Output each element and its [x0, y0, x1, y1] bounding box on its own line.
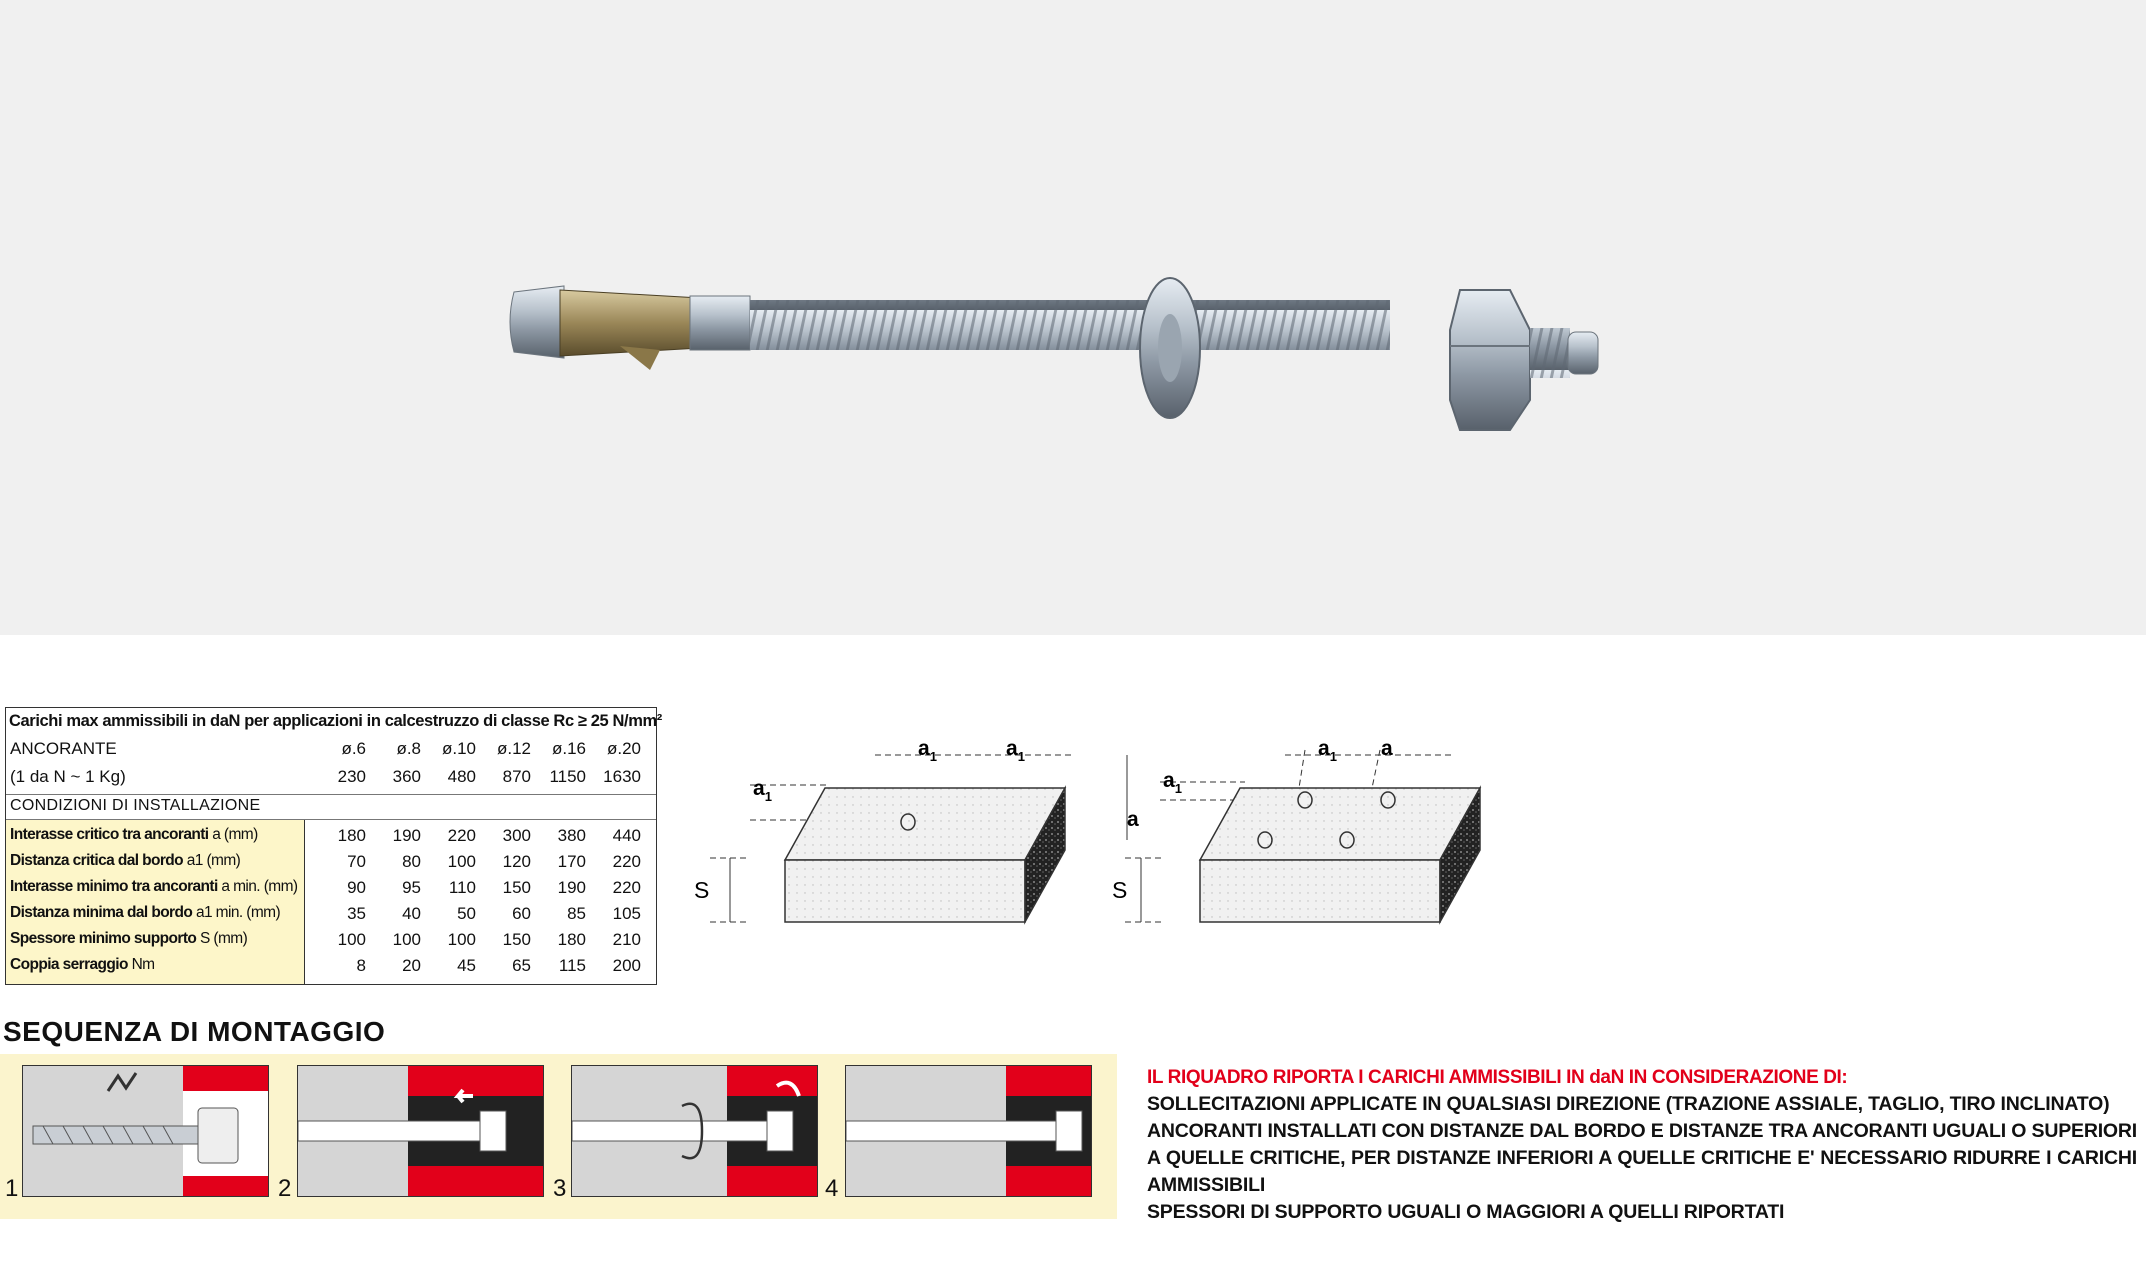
table-cell: 115 [558, 956, 586, 975]
note-line: SPESSORI DI SUPPORTO UGUALI O MAGGIORI A QUELLI RIPORTATI [1147, 1201, 1785, 1223]
step-installed-panel [845, 1065, 1092, 1197]
installation-conditions-header [6, 794, 656, 820]
row-label: Interasse minimo tra ancoranti a min. (mm) [10, 878, 298, 895]
step-insert-panel [297, 1065, 544, 1197]
load-notes [1147, 1067, 2137, 1226]
table-cell: 65 [512, 956, 531, 975]
diameter-cell: ø.8 [396, 739, 421, 758]
table-cell: 170 [557, 852, 586, 871]
load-cell: 360 [392, 767, 421, 786]
load-cell: 480 [447, 767, 476, 786]
row-label: Interasse critico tra ancoranti a (mm) [10, 826, 258, 843]
table-row [6, 875, 656, 901]
table-title: Carichi max ammissibili in daN per applicazioni in calcestruzzo di classe Rc ≥ 25 N/mm² [9, 712, 662, 730]
note-line: ANCORANTI INSTALLATI CON DISTANZE DAL BORDO E DISTANZE TRA ANCORANTI UGUALI O SUPERIORI A QUELLE CRITICHE, PER DISTANZE INFERIORI A QUELLE CRITICHE E' NECESSARIO RIDURRE I CARICHI AMMISSIBILI [1147, 1120, 2137, 1196]
label-a1: $a_1$ [1318, 737, 1337, 764]
step-tighten-panel [571, 1065, 818, 1197]
ancorante-label: ANCORANTE [10, 739, 117, 758]
table-row [6, 823, 656, 849]
table-cell: 100 [392, 930, 421, 949]
table-cell: 50 [457, 904, 476, 923]
table-cell: 80 [402, 852, 421, 871]
table-cell: 35 [347, 904, 366, 923]
table-cell: 200 [612, 956, 641, 975]
table-cell: 150 [502, 878, 531, 897]
row-label: Distanza critica dal bordo a1 (mm) [10, 852, 241, 869]
table-cell: 220 [447, 826, 476, 845]
table-row [6, 953, 656, 979]
row-label: Spessore minimo supporto S (mm) [10, 930, 248, 947]
table-cell: 20 [402, 956, 421, 975]
tighten-step-illustration [572, 1066, 817, 1196]
table-cell: 120 [502, 852, 531, 871]
diameter-cell: ø.10 [441, 739, 476, 758]
step-number: 3 [553, 1175, 567, 1202]
table-cell: 70 [347, 852, 366, 871]
table-cell: 85 [567, 904, 586, 923]
installed-step-illustration [846, 1066, 1091, 1196]
table-cell: 105 [612, 904, 641, 923]
table-cell: 190 [557, 878, 586, 897]
wedge-anchor-bolt-image [500, 250, 1620, 440]
table-cell: 150 [502, 930, 531, 949]
table-cell: 100 [337, 930, 366, 949]
load-cell: 1630 [603, 767, 641, 786]
step-number: 4 [825, 1175, 839, 1202]
diameter-cell: ø.6 [341, 739, 366, 758]
step-number: 1 [5, 1175, 19, 1202]
table-row [6, 849, 656, 875]
label-a1: $a_1$ [1163, 769, 1182, 796]
table-cell: 95 [402, 878, 421, 897]
row-label: Coppia serraggio Nm [10, 956, 155, 973]
table-cell: 100 [447, 852, 476, 871]
step-drill-panel [22, 1065, 269, 1197]
table-cell: 210 [612, 930, 641, 949]
table-row [6, 927, 656, 953]
single-anchor-spacing-diagram [690, 730, 1090, 940]
table-cell: 8 [356, 956, 366, 975]
section-label: CONDIZIONI DI INSTALLAZIONE [10, 797, 261, 814]
table-cell: 40 [402, 904, 421, 923]
load-cell: 870 [502, 767, 531, 786]
table-cell: 180 [557, 930, 586, 949]
diameter-header-row [6, 736, 656, 762]
unit-note: (1 da N ~ 1 Kg) [10, 767, 126, 786]
table-cell: 190 [392, 826, 421, 845]
notes-heading: IL RIQUADRO RIPORTA I CARICHI AMMISSIBILI IN daN IN CONSIDERAZIONE DI: [1147, 1067, 1848, 1088]
table-cell: 300 [502, 826, 531, 845]
diameter-cell: ø.20 [606, 739, 641, 758]
label-a1: $a_1$ [753, 777, 772, 804]
diameter-cell: ø.12 [496, 739, 531, 758]
load-cell: 1150 [549, 767, 586, 786]
anchor-group-spacing-diagram [1105, 730, 1505, 940]
load-spec-table [5, 707, 662, 985]
diameter-cell: ø.16 [551, 739, 586, 758]
table-cell: 90 [347, 878, 366, 897]
table-cell: 110 [448, 878, 476, 897]
sequence-title: SEQUENZA DI MONTAGGIO [3, 1016, 386, 1047]
label-a1: $a_1$ [1006, 737, 1025, 764]
table-cell: 100 [447, 930, 476, 949]
row-label: Distanza minima dal bordo a1 min. (mm) [10, 904, 281, 921]
table-row [6, 901, 656, 927]
label-s: S [1112, 877, 1128, 903]
label-a: a [1127, 808, 1139, 831]
table-cell: 380 [557, 826, 586, 845]
table-cell: 60 [512, 904, 531, 923]
load-cell: 230 [337, 767, 366, 786]
table-cell: 220 [612, 852, 641, 871]
table-cell: 440 [612, 826, 641, 845]
step-number: 2 [278, 1175, 292, 1202]
drill-step-illustration [23, 1066, 268, 1196]
table-cell: 180 [337, 826, 366, 845]
note-line: SOLLECITAZIONI APPLICATE IN QUALSIASI DIREZIONE (TRAZIONE ASSIALE, TAGLIO, TIRO INCLINATO) [1147, 1093, 2110, 1115]
label-s: S [694, 877, 710, 903]
table-cell: 220 [612, 878, 641, 897]
label-a1: $a_1$ [918, 737, 937, 764]
insert-step-illustration [298, 1066, 543, 1196]
load-row [6, 764, 656, 790]
table-cell: 45 [457, 956, 476, 975]
label-a: a [1381, 737, 1393, 760]
